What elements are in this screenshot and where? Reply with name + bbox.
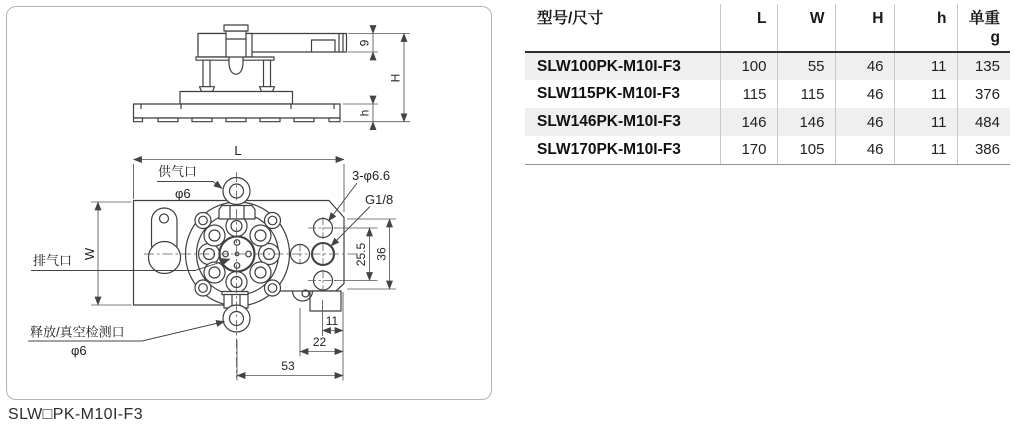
base-plate-teeth — [134, 118, 341, 122]
cell-L: 100 — [720, 52, 777, 80]
cell-W: 105 — [777, 136, 835, 164]
side-view-dimensions — [343, 26, 410, 129]
dim-25-5-label: 25.5 — [354, 242, 368, 267]
header-model: 型号/尺寸 — [525, 4, 720, 52]
cell-L: 146 — [720, 108, 777, 136]
dim-h-label: h — [357, 109, 372, 117]
header-weight — [957, 4, 1010, 52]
cell-W: 115 — [777, 80, 835, 108]
cell-L: 170 — [720, 136, 777, 164]
supply-port-label: 供气口 — [158, 164, 198, 179]
cell-H: 46 — [835, 52, 894, 80]
table-row — [525, 80, 1010, 108]
spec-table — [525, 4, 1010, 165]
cell-L: 115 — [720, 80, 777, 108]
thread-port-label: G1/8 — [365, 192, 394, 207]
header-L: L — [720, 4, 777, 52]
cell-h: 11 — [894, 52, 957, 80]
cell-weight: 135 — [957, 52, 1010, 80]
dim-L-label: L — [234, 143, 242, 158]
dim-H-label: H — [388, 73, 403, 83]
cell-weight: 386 — [957, 136, 1010, 164]
dim-53-label: 53 — [281, 359, 295, 373]
cell-weight: 376 — [957, 80, 1010, 108]
header-H: H — [835, 4, 894, 52]
cell-h: 11 — [894, 80, 957, 108]
mount-holes-label: 3-φ6.6 — [352, 168, 391, 183]
cell-W: 55 — [777, 52, 835, 80]
cell-W: 146 — [777, 108, 835, 136]
technical-drawing — [6, 6, 494, 402]
cell-model: SLW115PK-M10I-F3 — [537, 85, 680, 102]
release-port-label: 释放/真空检测口 — [30, 324, 125, 340]
header-weight-text: 单重 — [968, 10, 1000, 27]
release-port-diameter: φ6 — [71, 343, 87, 358]
supply-fitting — [219, 178, 255, 220]
table-row — [525, 52, 1010, 80]
cell-H: 46 — [835, 80, 894, 108]
header-h: h — [894, 4, 957, 52]
cell-model: SLW170PK-M10I-F3 — [525, 136, 720, 164]
table-row — [525, 136, 1010, 164]
header-weight-unit: g — [990, 29, 1000, 46]
exhaust-port-label: 排气口 — [33, 253, 73, 268]
cell-H: 46 — [835, 136, 894, 164]
table-row — [525, 108, 1010, 136]
table-header-row — [525, 4, 1010, 52]
supply-port-diameter: φ6 — [175, 186, 191, 201]
header-W: W — [777, 4, 835, 52]
dim-9-label: 9 — [357, 39, 372, 47]
cell-h: 11 — [894, 136, 957, 164]
technical-drawing-panel — [6, 6, 492, 400]
dim-W-label: W — [82, 247, 97, 261]
side-view — [134, 25, 347, 122]
cell-weight: 484 — [957, 108, 1010, 136]
cell-h: 11 — [894, 108, 957, 136]
cell-model: SLW146PK-M10I-F3 — [537, 113, 681, 130]
dim-22-label: 22 — [312, 335, 327, 349]
release-fitting — [222, 292, 250, 333]
plan-view — [134, 172, 363, 378]
dim-11-label: 11 — [325, 314, 339, 328]
cell-model: SLW100PK-M10I-F3 — [537, 57, 681, 75]
dim-36-label: 36 — [374, 247, 389, 261]
drawing-caption: SLW□PK-M10I-F3 — [8, 406, 143, 423]
cell-H: 46 — [835, 108, 894, 136]
